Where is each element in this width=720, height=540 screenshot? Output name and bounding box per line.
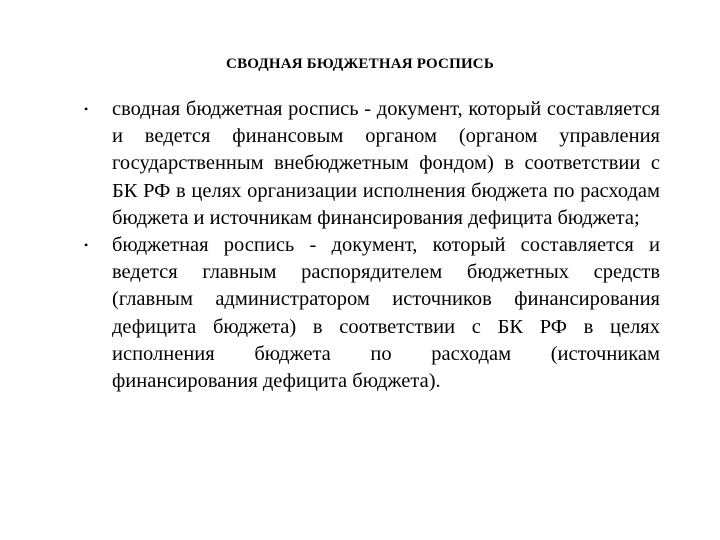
slide-title: СВОДНАЯ БЮДЖЕТНАЯ РОСПИСЬ	[226, 56, 494, 72]
bullet-list	[84, 96, 660, 395]
bullet-item	[84, 232, 660, 395]
bullet-icon: •	[84, 238, 89, 253]
bullet-text: сводная бюджетная роспись - документ, который составляется и ведется финансовым органом (органом управления государственным внебюджетным фондом) в соответствии с БК РФ в целях организации исполнения бюджета по расходам бюджета и источникам финансирования дефицита бюджета;	[112, 98, 660, 229]
bullet-item	[84, 96, 660, 232]
bullet-text: бюджетная роспись - документ, который составляется и ведется главным распорядителем бюджетных средств (главным администратором источников финансирования дефицита бюджета) в соответствии с БК РФ в целях исполнения бюджета по расходам (источникам финансирования дефицита бюджета).	[112, 234, 660, 393]
bullet-icon: •	[84, 102, 89, 116]
